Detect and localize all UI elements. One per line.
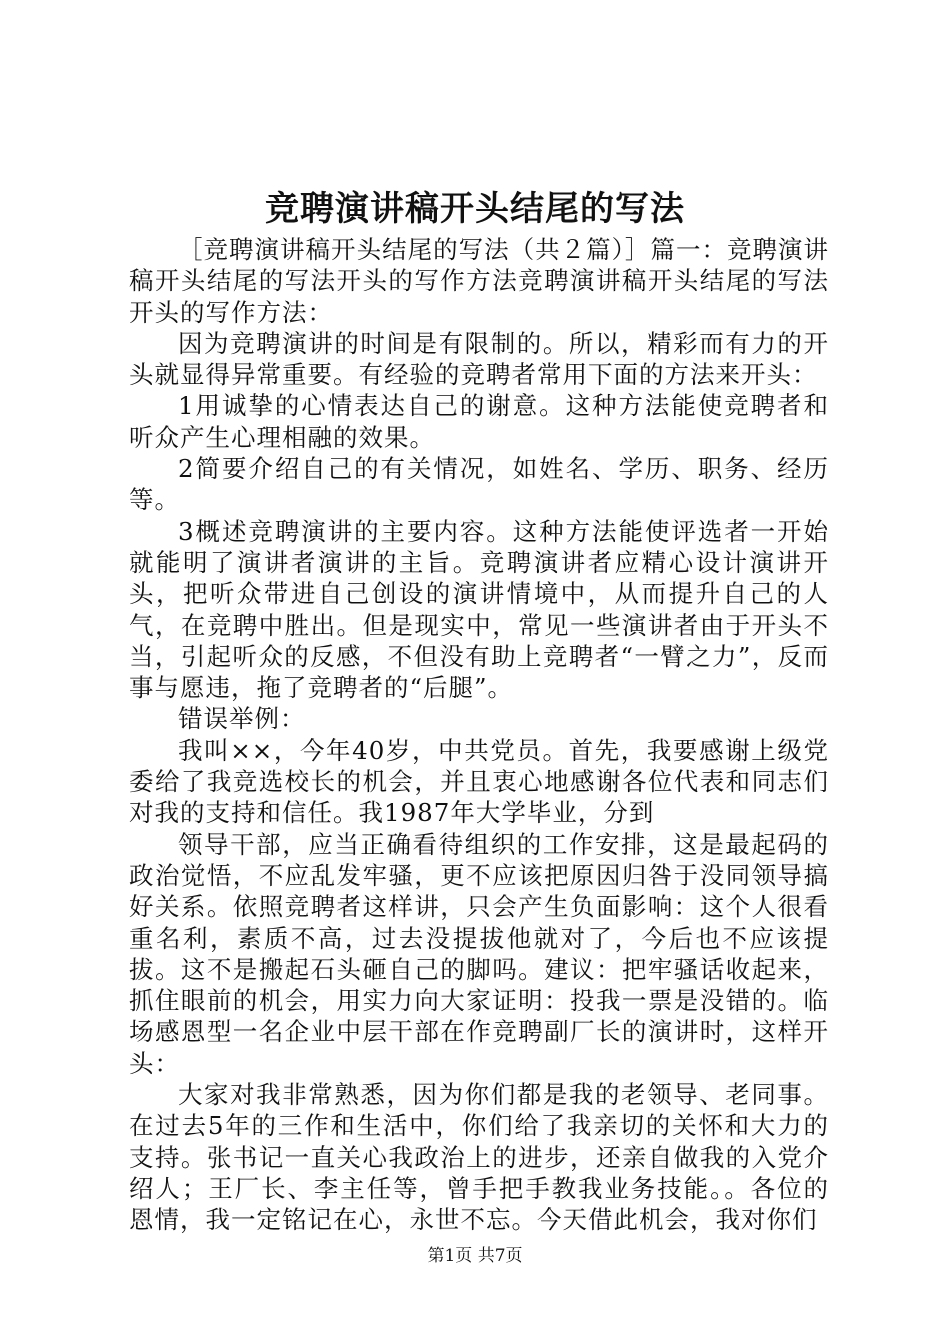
paragraph: 因为竞聘演讲的时间是有限制的。所以，精彩而有力的开头就显得异常重要。有经验的竞聘者常用下面的方法来开头： bbox=[129, 328, 829, 390]
paragraph: 2简要介绍自己的有关情况，如姓名、学历、职务、经历等。 bbox=[129, 454, 829, 515]
paragraph: 领导干部，应当正确看待组织的工作安排，这是最起码的政治觉悟，不应乱发牢骚，更不应该把原因归咎于没同领导搞好关系。依照竞聘者这样讲，只会产生负面影响：这个人很看重名利，素质不高，过去没提拔他就对了，今后也不应该提拔。这不是搬起石头砸自己的脚吗。建议：把牢骚话收起来，抓住眼前的机会，用实力向大家证明：投我一票是没错的。临场感恩型一名企业中层干部在作竞聘副厂长的演讲时，这样开头： bbox=[129, 829, 829, 1078]
paragraph: 错误举例： bbox=[178, 704, 306, 734]
document-title: 竞聘演讲稿开头结尾的写法 bbox=[265, 189, 685, 229]
paragraph: ［竞聘演讲稿开头结尾的写法（共２篇）］篇一：竞聘演讲稿开头结尾的写法开头的写作方法竞聘演讲稿开头结尾的写法开头的写作方法： bbox=[129, 235, 829, 327]
paragraph: 我叫××，今年40岁，中共党员。首先，我要感谢上级党委给了我竞选校长的机会，并且衷心地感谢各位代表和同志们对我的支持和信任。我1987年大学毕业，分到 bbox=[129, 735, 829, 828]
page-footer: 第1页 共7页 bbox=[427, 1246, 523, 1266]
paragraph: 1用诚挚的心情表达自己的谢意。这种方法能使竞聘者和听众产生心理相融的效果。 bbox=[129, 391, 829, 452]
paragraph: 3概述竞聘演讲的主要内容。这种方法能使评选者一开始就能明了演讲者演讲的主旨。竞聘演讲者应精心设计演讲开头，把听众带进自己创设的演讲情境中，从而提升自己的人气，在竞聘中胜出。但是现实中，常见一些演讲者由于开头不当，引起听众的反感，不但没有助上竞聘者“一臂之力”，反而事与愿违，拖了竞聘者的“后腿”。 bbox=[129, 516, 829, 703]
document-body bbox=[129, 234, 829, 1236]
paragraph: 大家对我非常熟悉，因为你们都是我的老领导、老同事。在过去5年的三作和生活中，你们给了我亲切的关怀和大力的支持。张书记一直关心我政治上的进步，还亲自做我的入党介绍人；王厂长、李主任等，曾手把手教我业务技能。。各位的恩情，我一定铭记在心，永世不忘。今天借此机会，我对你们 bbox=[129, 1080, 829, 1235]
